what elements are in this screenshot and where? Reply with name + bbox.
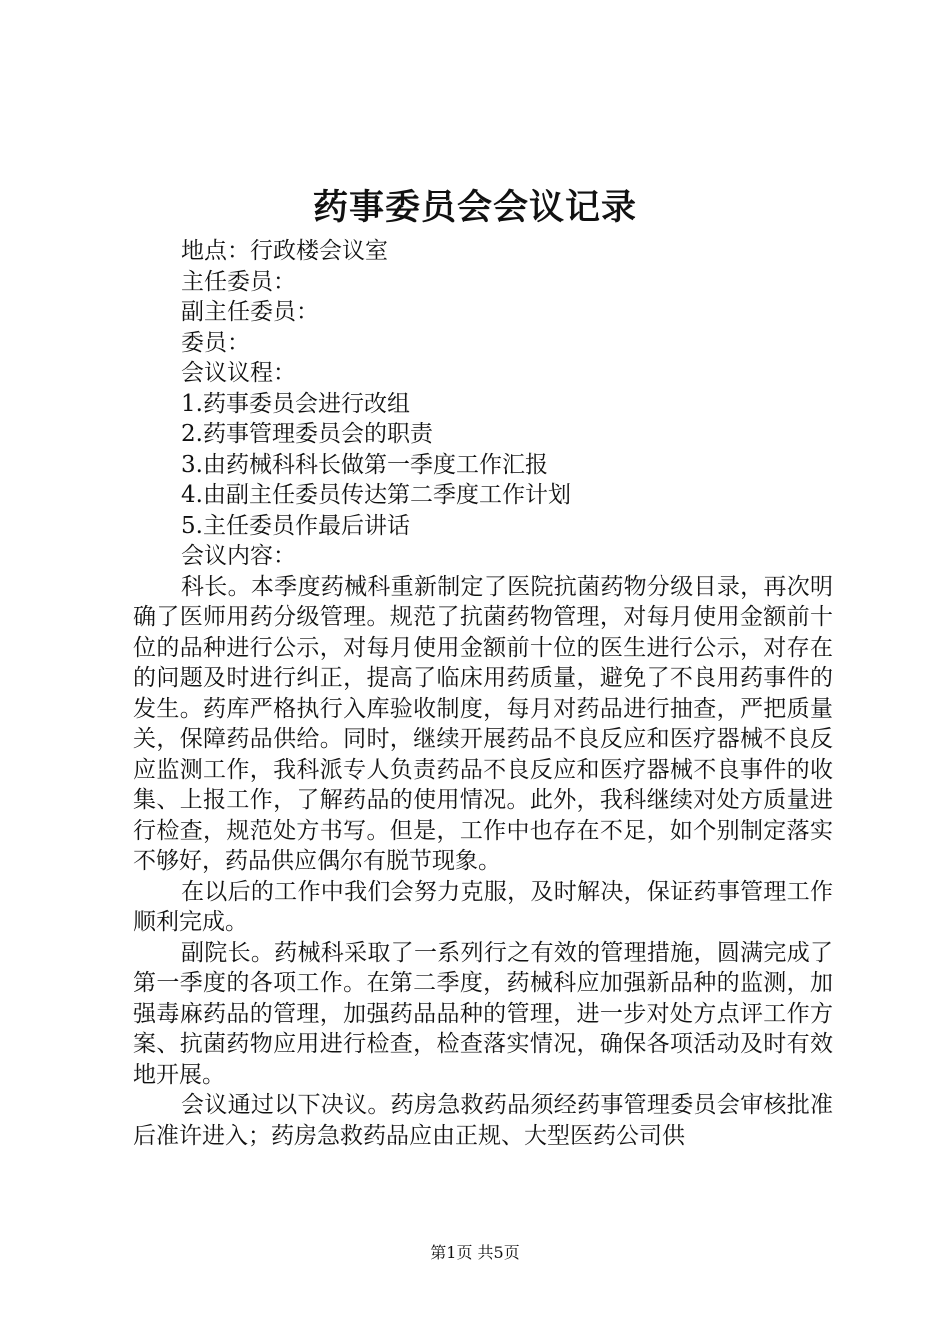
agenda-item: 4.由副主任委员传达第二季度工作计划	[181, 482, 571, 508]
content-heading: 会议内容：	[181, 543, 296, 569]
document-title: 药事委员会会议记录	[312, 187, 637, 228]
agenda-item: 5.主任委员作最后讲话	[181, 512, 410, 539]
field-agenda-heading: 会议议程：	[181, 360, 296, 386]
document-body	[133, 236, 833, 1151]
paragraph-commitment: 在以后的工作中我们会努力克服，及时解决，保证药事管理工作顺利完成。	[133, 878, 833, 935]
paragraph-vice-president: 副院长。药械科采取了一系列行之有效的管理措施，圆满完成了第一季度的各项工作。在第二季度，药械科应加强新品种的监测，加强毒麻药品的管理，加强药品品种的管理，进一步对处方点评工作方案、抗菌药物应用进行检查，检查落实情况，确保各项活动及时有效地开展。	[133, 939, 833, 1088]
paragraph-section-chief-report: 科长。本季度药械科重新制定了医院抗菌药物分级目录，再次明确了医师用药分级管理。规范了抗菌药物管理，对每月使用金额前十位的品种进行公示，对每月使用金额前十位的医生进行公示，对存在的问题及时进行纠正，提高了临床用药质量，避免了不良用药事件的发生。药库严格执行入库验收制度，每月对药品进行抽查，严把质量关，保障药品供给。同时，继续开展药品不良反应和医疗器械不良反应监测工作，我科派专人负责药品不良反应和医疗器械不良事件的收集、上报工作，了解药品的使用情况。此外，我科继续对处方质量进行检查，规范处方书写。但是，工作中也存在不足，如个别制定落实不够好，药品供应偶尔有脱节现象。	[133, 573, 833, 874]
field-chair: 主任委员：	[181, 268, 296, 295]
agenda-item: 2.药事管理委员会的职责	[181, 421, 433, 447]
field-vice-chair: 副主任委员：	[181, 299, 319, 325]
field-members: 委员：	[181, 329, 250, 356]
agenda-item: 3.由药械科科长做第一季度工作汇报	[181, 451, 548, 478]
field-location: 地点：行政楼会议室	[181, 238, 388, 264]
paragraph-resolutions: 会议通过以下决议。药房急救药品须经药事管理委员会审核批准后准许进入；药房急救药品应由正规、大型医药公司供	[133, 1092, 833, 1149]
agenda-item: 1.药事委员会进行改组	[181, 390, 410, 417]
page-footer: 第1页 共5页	[430, 1243, 520, 1262]
